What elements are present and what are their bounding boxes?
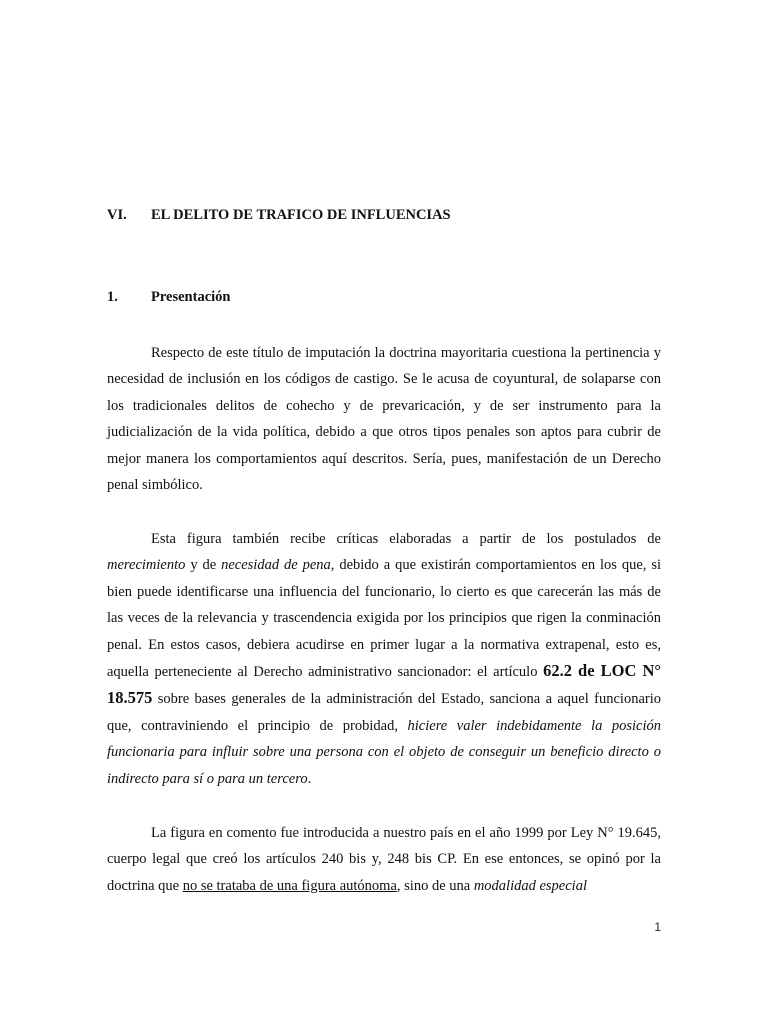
chapter-heading: [107, 207, 451, 224]
text-run: La figura en comento fue introducida a nuestro país en el año 1999 por Ley N° 19.645, cuerpo legal que creó los artículos 240 bis y, 248 bis CP. En ese entonces, se opinó por la doctrina que: [107, 825, 661, 894]
italic-term-necesidad-de-pena: necesidad de pena: [221, 557, 331, 574]
italic-term-merecimiento: merecimiento: [107, 557, 186, 574]
text-run: y de: [185, 557, 222, 574]
paragraph-2: [107, 526, 661, 792]
italic-quote: hiciere valer indebidamente la posición funcionaria para influir sobre una persona con el objeto de conseguir un beneficio directo o indirecto para sí o para un tercero: [107, 717, 662, 787]
italic-term-modalidad-especial: modalidad especial: [473, 877, 587, 894]
text-run: Esta figura también recibe críticas elaboradas a partir de los postulados de: [151, 531, 661, 547]
section-heading: [107, 289, 230, 306]
text-run: .: [307, 770, 312, 787]
underlined-phrase: no se trataba de una figura autónoma: [182, 877, 397, 894]
paragraph-1: Respecto de este título de imputación la doctrina mayoritaria cuestiona la pertinencia y necesidad de inclusión en los códigos de castigo. Se le acusa de coyuntural, de solaparse con los tradicionales delitos de cohecho y de prevaricación, y de ser instrumento para la judicialización de la vida política, debido a que otros tipos penales son aptos para cubrir de mejor manera los comportamientos aquí descritos. Sería, pues, manifestación de un Derecho penal simbólico.: [107, 345, 661, 494]
section-number: 1.: [107, 289, 118, 305]
text-run: , sino de una: [396, 877, 474, 894]
chapter-number: VI.: [107, 207, 127, 223]
page-number: 1: [654, 920, 661, 934]
law-reference: 62.2 de LOC N° 18.575: [107, 661, 661, 708]
chapter-title: EL DELITO DE TRAFICO DE INFLUENCIAS: [151, 207, 451, 223]
text-run: sobre bases generales de la administración del Estado, sanciona a aquel funcionario que, contraviniendo el principio de probidad,: [107, 691, 661, 734]
text-run: , debido a que existirán comportamientos en los que, si bien puede identificarse una influencia del funcionario, lo cierto es que carecerán las más de las veces de la relevancia y trascendencia exigida por los principios que rigen la conminación penal. En estos casos, debiera acudirse en primer lugar a la normativa extrapenal, esto es, aquella perteneciente al Derecho administrativo sancionador: el artículo: [107, 557, 661, 681]
section-title: Presentación: [151, 289, 231, 305]
paragraph-3: [107, 820, 661, 899]
